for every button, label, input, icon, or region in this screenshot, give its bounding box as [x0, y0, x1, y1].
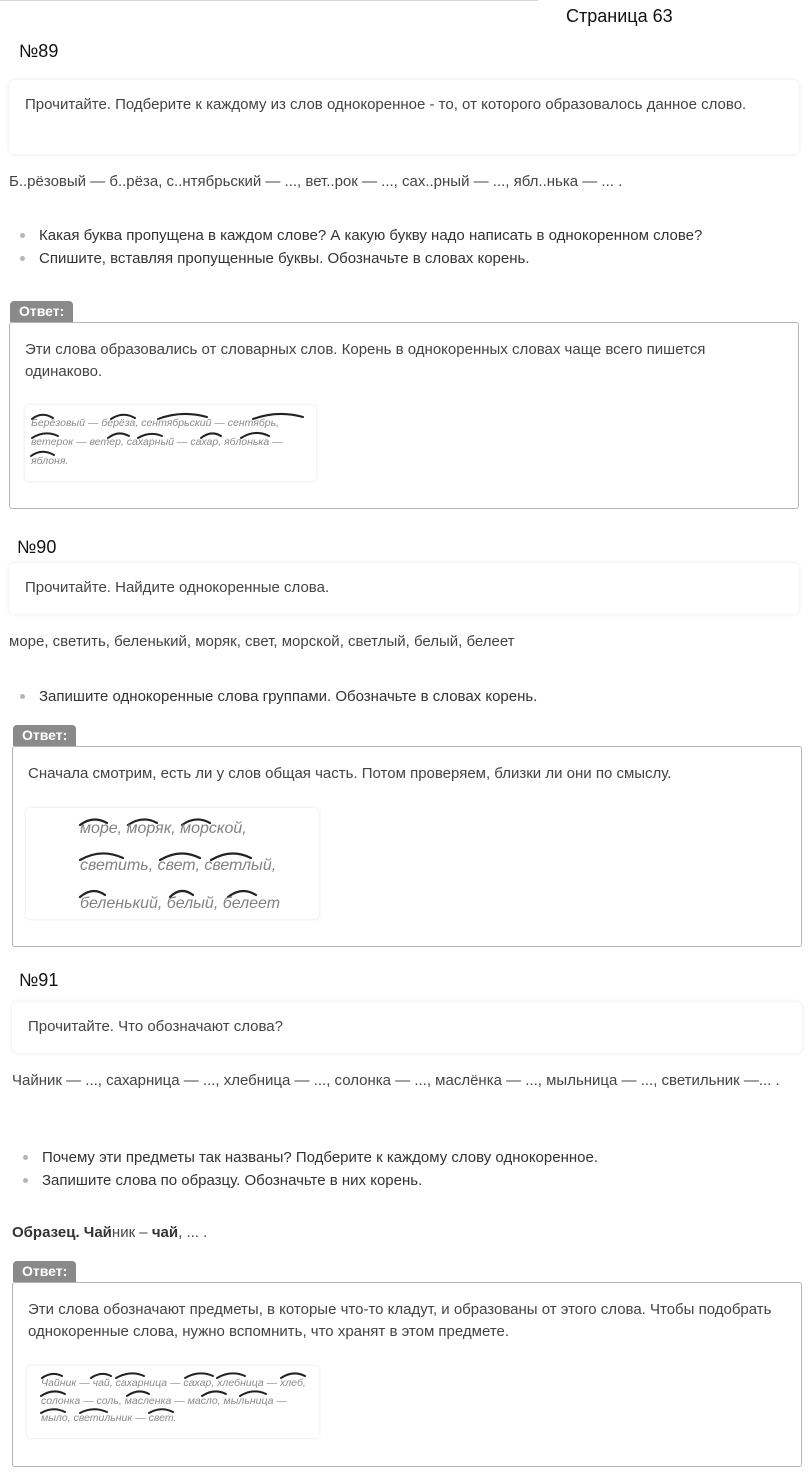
bullet-item: Почему эти предметы так названы? Подберите к каждому слову однокоренное.: [12, 1146, 802, 1169]
task-prompt-card: [9, 563, 799, 614]
sample-word: чай: [151, 1224, 179, 1241]
answer-line: солонка — соль, масленка — масло, мыльница —: [41, 1395, 287, 1407]
task-bullets: [12, 1146, 802, 1192]
task-prompt: Прочитайте. Что обозначают слова?: [28, 1018, 283, 1035]
top-divider: [0, 0, 538, 1]
task-bullets: [9, 685, 799, 708]
answer-line: мыло, светильник — свет.: [41, 1412, 177, 1424]
bullet-item: Спишите, вставляя пропущенные буквы. Обозначьте в словах корень.: [9, 247, 799, 270]
answer-line: Берёзовый — берёза, сентябрьский — сентябрь,: [31, 417, 280, 429]
bullet-item: Запишите однокоренные слова группами. Обозначьте в словах корень.: [9, 685, 799, 708]
sample-line: [12, 1222, 207, 1244]
task-prompt-card: [9, 80, 799, 154]
sample-suffix: ник: [111, 1224, 136, 1241]
answer-tab[interactable]: Ответ:: [13, 725, 76, 746]
answer-tab[interactable]: Ответ:: [10, 301, 73, 322]
answer-line: беленький, белый, белеет: [80, 895, 281, 912]
task-number: №91: [19, 970, 59, 990]
task-bullets: [9, 224, 799, 270]
bullet-item: Какая буква пропущена в каждом слове? А какую букву надо написать в однокоренном слове?: [9, 224, 799, 247]
task-words: Чайник — ..., сахарница — ..., хлебница — ..., солонка — ..., маслёнка — ..., мыльница — ..., светильник —... .: [12, 1072, 780, 1089]
task-prompt: Прочитайте. Подберите к каждому из слов однокоренное - то, от которого образовалось данное слово.: [25, 96, 747, 113]
answer-text: Сначала смотрим, есть ли у слов общая часть. Потом проверяем, близки ли они по смыслу.: [28, 765, 672, 782]
answer-line: яблоня.: [31, 455, 69, 467]
page-number: Страница 63: [566, 6, 673, 26]
task-prompt-card: [12, 1002, 802, 1053]
sample-tail: , ... .: [178, 1224, 208, 1241]
task-words: Б..рёзовый — б..рёза, с..нтябрьский — ..., вет..рок — ..., сах..рный — ..., ябл..нька — ... .: [9, 173, 623, 190]
answer-image: [25, 405, 316, 481]
answer-line: светить, свет, светлый,: [80, 857, 277, 874]
answer-line: море, моряк, морской,: [80, 820, 247, 837]
bullet-item: Запишите слова по образцу. Обозначьте в них корень.: [12, 1169, 802, 1192]
task-number: №90: [17, 537, 57, 557]
task-prompt: Прочитайте. Найдите однокоренные слова.: [25, 579, 330, 596]
answer-tab[interactable]: Ответ:: [13, 1261, 76, 1282]
answer-line: ветерок — ветер, сахарный — сахар, яблонька —: [31, 436, 283, 448]
sample-root: Чай: [83, 1224, 112, 1241]
answer-line: Чайник — чай, сахарница — сахар, хлебница — хлеб,: [41, 1377, 306, 1389]
sample-label: Образец.: [12, 1224, 80, 1241]
task-words: море, светить, беленький, моряк, свет, морской, светлый, белый, белеет: [9, 633, 515, 650]
answer-text: Эти слова образовались от словарных слов. Корень в однокоренных словах чаще всего пишется одинаково.: [25, 341, 706, 380]
task-number: №89: [19, 41, 59, 61]
sample-dash: –: [135, 1224, 152, 1241]
answer-image: [26, 808, 319, 919]
answer-image: [27, 1366, 319, 1438]
answer-text: Эти слова обозначают предметы, в которые что-то кладут, и образованы от этого слова. Чтобы подобрать однокоренные слова, нужно вспомнить, что хранят в этом предмете.: [28, 1301, 772, 1340]
